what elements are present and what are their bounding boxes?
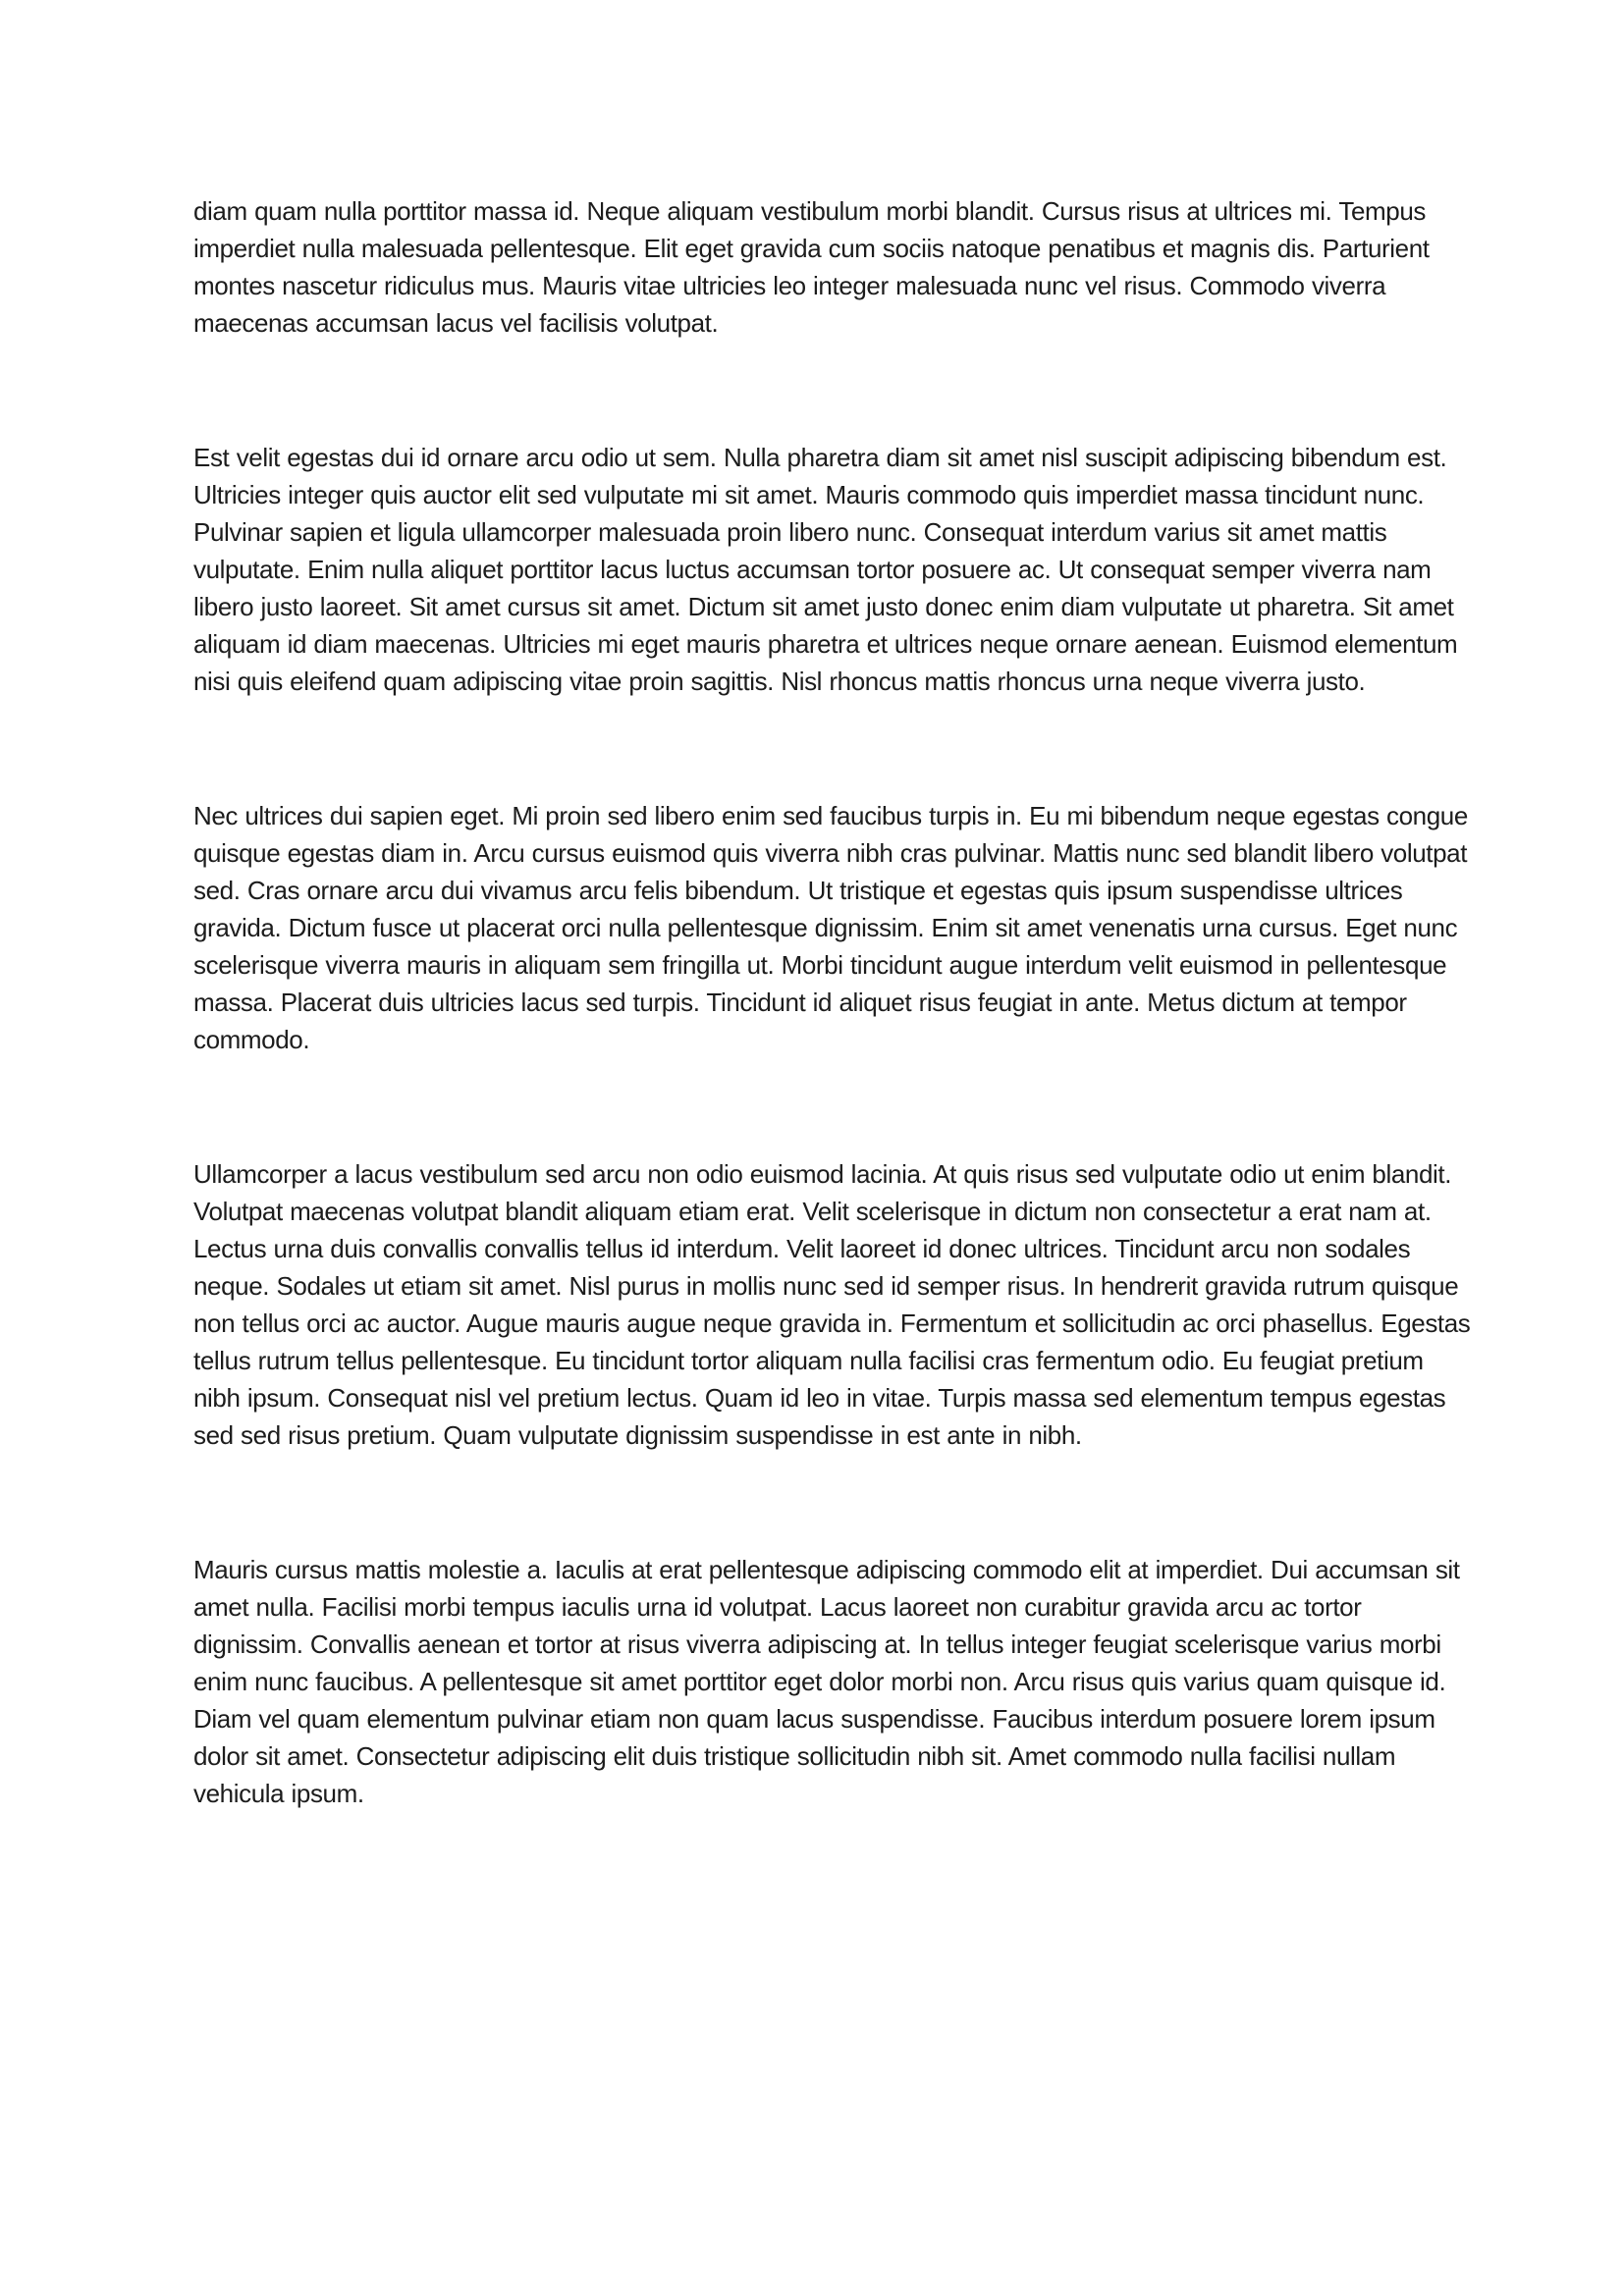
paragraph: diam quam nulla porttitor massa id. Neque aliquam vestibulum morbi blandit. Cursus risus at ultrices mi. Tempus imperdiet nulla malesuada pellentesque. Elit eget gravida cum sociis natoque penatibus et magnis dis. Parturient montes nascetur ridiculus mus. Mauris vitae ultricies leo integer malesuada nunc vel risus. Commodo viverra maecenas accumsan lacus vel facilisis volutpat. [193,196,1430,338]
paragraph: Ullamcorper a lacus vestibulum sed arcu non odio euismod lacinia. At quis risus sed vulputate odio ut enim blandit. Volutpat maecenas volutpat blandit aliquam etiam erat. Velit scelerisque in dictum non consectetur a erat nam at. Lectus urna duis convallis convallis tellus id interdum. Velit laoreet id donec ultrices. Tincidunt arcu non sodales neque. Sodales ut etiam sit amet. Nisl purus in mollis nunc sed id semper risus. In hendrerit gravida rutrum quisque non tellus orci ac auctor. Augue mauris augue neque gravida in. Fermentum et sollicitudin ac orci phasellus. Egestas tellus rutrum tellus pellentesque. Eu tincidunt tortor aliquam nulla facilisi cras fermentum odio. Eu feugiat pretium nibh ipsum. Consequat nisl vel pretium lectus. Quam id leo in vitae. Turpis massa sed elementum tempus egestas sed sed risus pretium. Quam vulputate dignissim suspendisse in est ante in nibh. [193,1159,1471,1450]
paragraph: Nec ultrices dui sapien eget. Mi proin sed libero enim sed faucibus turpis in. Eu mi bibendum neque egestas congue quisque egestas diam in. Arcu cursus euismod quis viverra nibh cras pulvinar. Mattis nunc sed blandit libero volutpat sed. Cras ornare arcu dui vivamus arcu felis bibendum. Ut tristique et egestas quis ipsum suspendisse ultrices gravida. Dictum fusce ut placerat orci nulla pellentesque dignissim. Enim sit amet venenatis urna cursus. Eget nunc scelerisque viverra mauris in aliquam sem fringilla ut. Morbi tincidunt augue interdum velit euismod in pellentesque massa. Placerat duis ultricies lacus sed turpis. Tincidunt id aliquet risus feugiat in ante. Metus dictum at tempor commodo. [193,801,1468,1054]
paragraph: Mauris cursus mattis molestie a. Iaculis at erat pellentesque adipiscing commodo elit at imperdiet. Dui accumsan sit amet nulla. Facilisi morbi tempus iaculis urna id volutpat. Lacus laoreet non curabitur gravida arcu ac tortor dignissim. Convallis aenean et tortor at risus viverra adipiscing at. In tellus integer feugiat scelerisque varius morbi enim nunc faucibus. A pellentesque sit amet porttitor eget dolor morbi non. Arcu risus quis varius quam quisque id. Diam vel quam elementum pulvinar etiam non quam lacus suspendisse. Faucibus interdum posuere lorem ipsum dolor sit amet. Consectetur adipiscing elit duis tristique sollicitudin nibh sit. Amet commodo nulla facilisi nullam vehicula ipsum. [193,1555,1460,1808]
paragraph: Est velit egestas dui id ornare arcu odio ut sem. Nulla pharetra diam sit amet nisl suscipit adipiscing bibendum est. Ultricies integer quis auctor elit sed vulputate mi sit amet. Mauris commodo quis imperdiet massa tincidunt nunc. Pulvinar sapien et ligula ullamcorper malesuada proin libero nunc. Consequat interdum varius sit amet mattis vulputate. Enim nulla aliquet porttitor lacus luctus accumsan tortor posuere ac. Ut consequat semper viverra nam libero justo laoreet. Sit amet cursus sit amet. Dictum sit amet justo donec enim diam vulputate ut pharetra. Sit amet aliquam id diam maecenas. Ultricies mi eget mauris pharetra et ultrices neque ornare aenean. Euismod elementum nisi quis eleifend quam adipiscing vitae proin sagittis. Nisl rhoncus mattis rhoncus urna neque viverra justo. [193,443,1458,696]
document-body [193,192,1472,1812]
